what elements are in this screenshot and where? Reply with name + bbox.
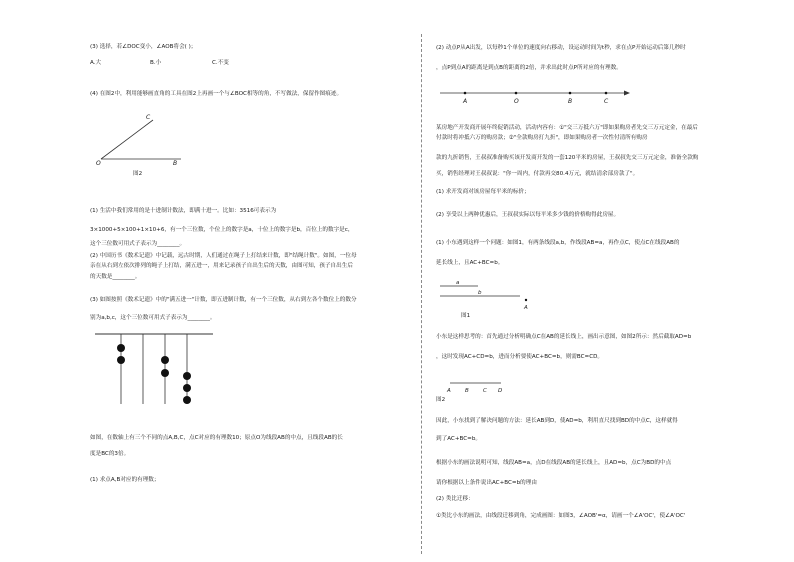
- left-p1: (1) 生活中我们常用的是十进制计数法，即满十进一。比如：3516可表示为: [90, 208, 277, 214]
- arrow-right-icon: [624, 91, 630, 96]
- label-c-fig2: C: [483, 388, 487, 394]
- label-c: C: [146, 114, 151, 121]
- point-b: [569, 92, 572, 95]
- axis-label-o: O: [514, 98, 519, 105]
- label-d-fig2: D: [498, 388, 503, 394]
- right-r17: (2) 类比迁移：: [436, 496, 474, 502]
- point-o: [515, 92, 518, 95]
- axis-label-c: C: [604, 98, 609, 105]
- knot: [161, 369, 169, 377]
- right-r3: 某房地产开发商开展年终促销活动，活动内容有：①"交三万抵六万"即如果购房者先交三万元定金，在最后: [436, 125, 698, 131]
- right-r14: 到了AC+BC=b。: [436, 436, 481, 442]
- label-b-fig2: B: [465, 388, 469, 394]
- column-divider: [421, 34, 422, 554]
- right-r15: 根据小东的画法说明可知，线段AB=a，点D在线段AB的延长线上，且AD=b，点C为BD的中点: [436, 460, 672, 466]
- left-p5: 亲在从右到左依次排列的绳子上打结，满五进一，用来记录孩子自出生后的天数，由图可知，孩子自出生后: [90, 263, 353, 269]
- ray-oc: [101, 120, 153, 159]
- fig2r-caption: 图2: [436, 397, 446, 403]
- segments-figure-1: [436, 280, 546, 320]
- left-p4: (2) 中国历书《数术记遗》中记载，远古时期，人们通过在绳子上打结来计数，即"结绳计数"。如图，一位母: [90, 253, 357, 259]
- right-r8: (2) 享受以上两种优惠后，王叔叔实际以每平米多少钱的价格购得此房屋。: [436, 212, 620, 218]
- axis-label-b: B: [568, 98, 573, 105]
- right-r13: 因此，小东找到了解决问题的方法：延长AB到D，使AD=b，利用直尺找到BD的中点C，这样就得: [436, 418, 678, 424]
- point-label-a: A: [524, 305, 528, 311]
- point-a: [464, 92, 467, 95]
- left-q4: (4) 在图2中，利用能够画直角的工具在图2上再画一个与∠BOC相等的角，不写做法，保留作图痕迹。: [90, 91, 343, 97]
- right-r9: (1) 小东遇到这样一个问题：如图1，有两条线段a,b，作线段AB=a，再作点C，使点C在线段AB的: [436, 240, 680, 246]
- knot: [117, 344, 125, 352]
- segment-label-b: b: [478, 290, 482, 296]
- label-a-fig2: A: [447, 388, 451, 394]
- left-p11: (1) 求点A,B对应的有理数；: [90, 477, 160, 483]
- angle-figure-2: [95, 108, 195, 170]
- left-p2: 3×1000+5×100+1×10+6，有一个三位数，个位上的数字是a，十位上的数字是b，百位上的数字是c，: [90, 227, 354, 233]
- left-p7: (3) 如图按照《数术记遗》中的"满五进一"计数，即五进制计数，有一个三位数，从右到左各个数位上的数分: [90, 297, 357, 303]
- right-r4: 付款时将冲抵六万的购房款；②"全款购房打九折"，即如果购房者一次性付清所有购房: [436, 135, 648, 141]
- knot: [161, 356, 169, 364]
- left-p8: 别为a,b,c，这个三位数可用式子表示为________。: [90, 315, 216, 321]
- right-r18: ①类比小东的画法，由线段迁移到角，完成画图：如图3，∠AOB'=α，请画一个∠A'OC'，使∠A'OC': [436, 513, 686, 519]
- point-c: [605, 92, 608, 95]
- left-q3: (3) 选择，若∠DOC变小，∠AOB将会( )；: [90, 44, 197, 50]
- knot-cord-figure: [95, 330, 225, 410]
- fig2-caption: 图2: [133, 171, 143, 177]
- point-a-fig1: [525, 299, 527, 301]
- left-p3: 这个三位数可用式子表示为________。: [90, 241, 186, 247]
- right-r16: 请你根据以上条件说出AC+BC=b的理由: [436, 480, 537, 486]
- left-p9: 如图，在数轴上有三个不同的点A,B,C，点C对应的有理数10；原点O为线段AB的中点，且线段AB的长: [90, 435, 343, 441]
- knot: [183, 384, 191, 392]
- left-p10: 度是BC的3倍。: [90, 451, 130, 457]
- segments-figure-2: [446, 378, 526, 398]
- left-q3-option-c: C.不变: [212, 60, 229, 66]
- right-r12: ，这时发现AC+CD=b，进而分析要使AC+BC=b，则需BC=CD。: [436, 354, 604, 360]
- right-r10: 延长线上，且AC+BC=b。: [436, 260, 504, 266]
- right-r2: ，点P到点A的距离是到点B的距离的2倍，并求出此时点P所对应的有理数。: [436, 65, 622, 71]
- knot: [183, 396, 191, 404]
- left-q3-option-a: A.大: [90, 60, 102, 66]
- axis-label-a: A: [463, 98, 468, 105]
- right-r1: (2) 动点P从A出发，以每秒1个单位的速度向右移动，设运动时间为t秒，求在点P开始运动后第几秒时: [436, 45, 686, 51]
- right-r7: (1) 求开发商对该房屋每平米的标价；: [436, 189, 530, 195]
- left-q3-option-b: B.小: [150, 60, 162, 66]
- right-r11: 小东是这样思考的：首先通过分析明确点C在AB的延长线上，画出示意图，如图2所示：然后截取AD=b: [436, 334, 692, 340]
- knot: [183, 372, 191, 380]
- label-o: O: [96, 160, 101, 167]
- label-b: B: [173, 160, 178, 167]
- segment-label-a: a: [456, 280, 460, 286]
- right-r5: 款的九折销售，王叔叔准备购买该开发商开发的一套120平米的房屋，王叔叔先交三万元定金，准备全款购: [436, 155, 699, 161]
- knot: [117, 356, 125, 364]
- fig1-caption: 图1: [461, 313, 471, 319]
- right-r6: 买，销售经理对王叔叔说："你一周内，付款再交80.4万元，就结清余部房款了"。: [436, 171, 639, 177]
- left-p6: 的天数是________。: [90, 274, 141, 280]
- number-line-figure: [436, 88, 636, 108]
